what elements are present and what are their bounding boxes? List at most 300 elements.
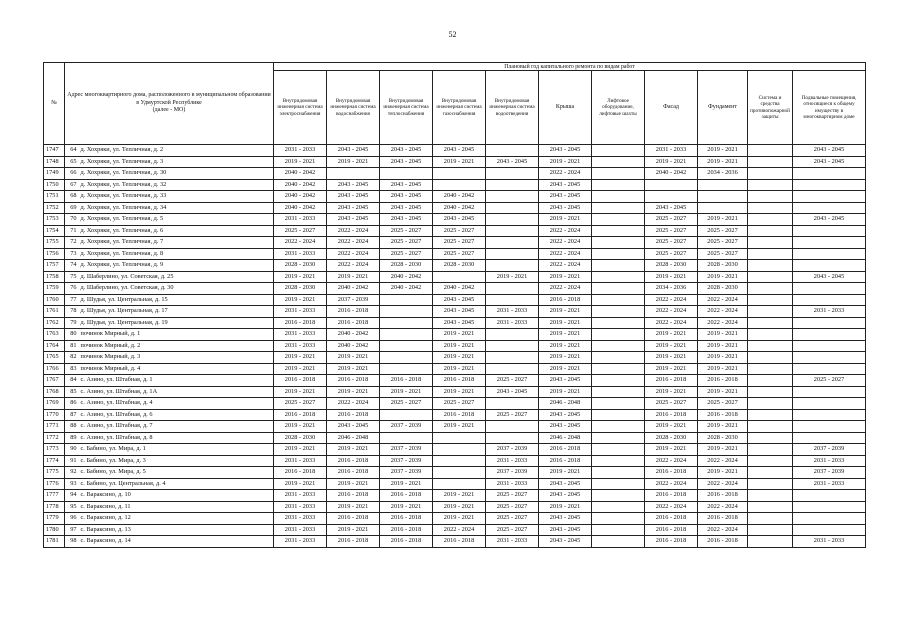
row-year-range [486,352,539,364]
row-year-range: 2016 - 2018 [327,375,380,387]
row-index: 1779 [44,513,65,525]
row-year-range: 2022 - 2024 [645,317,698,329]
row-year-range: 2016 - 2018 [539,455,592,467]
row-year-range [380,363,433,375]
row-year-range: 2025 - 2027 [274,225,327,237]
row-year-range: 2025 - 2027 [486,513,539,525]
row-year-range: 2022 - 2024 [645,306,698,318]
table-row [44,191,866,203]
row-year-range: 2019 - 2021 [380,478,433,490]
row-year-range: 2016 - 2018 [645,524,698,536]
row-index: 1754 [44,225,65,237]
row-index: 1776 [44,478,65,490]
row-year-range [380,317,433,329]
row-year-range: 2043 - 2045 [380,202,433,214]
row-year-range: 2043 - 2045 [645,202,698,214]
row-year-range: 2022 - 2024 [645,294,698,306]
table-row [44,202,866,214]
row-local-number: 76 [65,283,79,295]
header-address-note: (далее - МО) [152,107,186,114]
row-year-range: 2043 - 2045 [327,179,380,191]
row-local-number: 65 [65,156,79,168]
row-year-range: 2028 - 2030 [698,260,748,272]
table-row [44,363,866,375]
row-year-range [592,329,645,341]
row-local-number: 89 [65,432,79,444]
row-year-range: 2025 - 2027 [698,398,748,410]
row-year-range: 2019 - 2021 [645,386,698,398]
row-year-range [486,421,539,433]
row-year-range: 2016 - 2018 [433,536,486,548]
row-local-number: 82 [65,352,79,364]
row-year-range: 2037 - 2039 [486,444,539,456]
row-year-range [592,225,645,237]
row-address: д. Хохряки, ул. Тепличная, д. 3 [79,156,274,168]
row-year-range: 2019 - 2021 [274,156,327,168]
row-year-range: 2019 - 2021 [327,444,380,456]
row-year-range: 2019 - 2021 [698,444,748,456]
row-year-range: 2037 - 2039 [793,467,866,479]
row-year-range [433,444,486,456]
row-index: 1766 [44,363,65,375]
row-year-range: 2037 - 2039 [380,421,433,433]
row-year-range: 2025 - 2027 [486,409,539,421]
row-year-range: 2016 - 2018 [274,409,327,421]
row-year-range [433,432,486,444]
row-year-range: 2028 - 2030 [380,260,433,272]
row-year-range [748,444,793,456]
row-year-range [698,191,748,203]
header-fire-protection: Система и средства противопожарной защиты [748,71,793,145]
row-year-range: 2040 - 2042 [274,179,327,191]
row-year-range: 2025 - 2027 [645,214,698,226]
row-year-range: 2031 - 2033 [274,524,327,536]
table-row [44,214,866,226]
row-address: д. Хохряки, ул. Тепличная, д. 5 [79,214,274,226]
row-index: 1778 [44,501,65,513]
row-local-number: 73 [65,248,79,260]
row-index: 1775 [44,467,65,479]
header-drainage: Внутридомовая инженерная система водоотведения [486,71,539,145]
row-year-range: 2043 - 2045 [486,156,539,168]
row-local-number: 72 [65,237,79,249]
row-address: д. Шудья, ул. Центральная, д. 15 [79,294,274,306]
row-local-number: 87 [65,409,79,421]
row-year-range [592,444,645,456]
row-index: 1765 [44,352,65,364]
row-year-range: 2034 - 2036 [698,168,748,180]
row-year-range: 2022 - 2024 [698,478,748,490]
row-year-range: 2019 - 2021 [539,306,592,318]
row-year-range: 2019 - 2021 [698,340,748,352]
row-year-range [698,202,748,214]
row-year-range [793,237,866,249]
row-year-range: 2022 - 2024 [645,455,698,467]
row-year-range [486,225,539,237]
row-address: починок Мирный, д. 4 [79,363,274,375]
row-year-range [486,432,539,444]
row-year-range: 2031 - 2033 [793,455,866,467]
row-year-range: 2016 - 2018 [433,409,486,421]
row-year-range: 2031 - 2033 [274,329,327,341]
row-year-range: 2016 - 2018 [327,409,380,421]
table-row [44,156,866,168]
row-year-range [380,168,433,180]
row-year-range [748,467,793,479]
row-year-range [645,179,698,191]
row-local-number: 75 [65,271,79,283]
row-year-range: 2019 - 2021 [539,156,592,168]
table-row [44,524,866,536]
row-year-range [592,145,645,157]
row-year-range [793,329,866,341]
row-year-range [592,478,645,490]
row-year-range: 2031 - 2033 [486,478,539,490]
row-year-range: 2031 - 2033 [274,501,327,513]
row-index: 1777 [44,490,65,502]
row-local-number: 77 [65,294,79,306]
row-year-range [793,168,866,180]
row-local-number: 97 [65,524,79,536]
row-address: д. Хохряки, ул. Тепличная, д. 8 [79,248,274,260]
row-year-range [793,248,866,260]
row-year-range: 2019 - 2021 [380,386,433,398]
header-elevator: Лифтовое оборудование, лифтовые шахты [592,71,645,145]
row-year-range: 2031 - 2033 [793,306,866,318]
row-year-range: 2022 - 2024 [645,478,698,490]
row-year-range: 2019 - 2021 [698,352,748,364]
row-year-range: 2037 - 2039 [380,467,433,479]
row-index: 1760 [44,294,65,306]
row-year-range: 2022 - 2024 [539,283,592,295]
row-year-range: 2019 - 2021 [274,421,327,433]
row-address: д. Хохряки, ул. Тепличная, д. 32 [79,179,274,191]
row-year-range: 2043 - 2045 [539,179,592,191]
row-index: 1773 [44,444,65,456]
row-year-range: 2022 - 2024 [698,501,748,513]
row-year-range [486,214,539,226]
row-year-range: 2025 - 2027 [433,398,486,410]
row-year-range: 2043 - 2045 [539,375,592,387]
header-heat-supply: Внутридомовая инженерная система теплоснабжения [380,71,433,145]
table-row [44,421,866,433]
table-row [44,237,866,249]
row-year-range: 2019 - 2021 [698,214,748,226]
row-year-range: 2040 - 2042 [380,283,433,295]
row-year-range: 2016 - 2018 [327,467,380,479]
row-year-range: 2025 - 2027 [380,237,433,249]
row-year-range: 2043 - 2045 [327,145,380,157]
row-index: 1781 [44,536,65,548]
row-year-range: 2019 - 2021 [433,329,486,341]
row-year-range: 2031 - 2033 [274,490,327,502]
row-year-range [793,398,866,410]
row-year-range [748,306,793,318]
row-year-range: 2028 - 2030 [645,432,698,444]
row-year-range: 2043 - 2045 [793,156,866,168]
header-address [65,63,274,145]
row-year-range [748,432,793,444]
row-year-range: 2019 - 2021 [274,386,327,398]
row-year-range: 2025 - 2027 [698,248,748,260]
row-address: с. Азино, ул. Штабная, д. 1 [79,375,274,387]
row-year-range: 2043 - 2045 [539,524,592,536]
row-year-range: 2019 - 2021 [433,363,486,375]
row-local-number: 79 [65,317,79,329]
row-year-range: 2022 - 2024 [539,237,592,249]
table-row [44,490,866,502]
row-address: с. Азино, ул. Штабная, д. 7 [79,421,274,433]
row-year-range [793,421,866,433]
row-year-range [793,352,866,364]
row-local-number: 69 [65,202,79,214]
capital-repair-table [43,62,866,548]
row-address: д. Шаберлино, ул. Советская, д. 25 [79,271,274,283]
row-year-range [592,156,645,168]
row-year-range [793,179,866,191]
row-year-range: 2019 - 2021 [645,352,698,364]
row-local-number: 80 [65,329,79,341]
row-year-range: 2043 - 2045 [433,214,486,226]
row-year-range [380,340,433,352]
row-year-range: 2040 - 2042 [274,168,327,180]
row-year-range: 2025 - 2027 [793,375,866,387]
row-year-range: 2016 - 2018 [433,375,486,387]
row-year-range: 2019 - 2021 [486,271,539,283]
row-year-range [748,375,793,387]
row-address: с. Вараксино, д. 13 [79,524,274,536]
row-year-range: 2025 - 2027 [433,237,486,249]
row-year-range: 2019 - 2021 [698,329,748,341]
row-year-range: 2025 - 2027 [645,225,698,237]
row-year-range: 2019 - 2021 [433,501,486,513]
row-year-range [592,363,645,375]
header-address-label: Адрес многоквартирного дома, расположенного в муниципальном образовании в Удмуртской Республике [67,92,271,106]
row-year-range: 2031 - 2033 [645,145,698,157]
row-year-range: 2040 - 2042 [327,329,380,341]
row-year-range [793,294,866,306]
row-address: с. Вараксино, д. 10 [79,490,274,502]
row-year-range [748,329,793,341]
row-year-range: 2025 - 2027 [645,237,698,249]
row-year-range: 2019 - 2021 [327,156,380,168]
row-year-range [433,467,486,479]
row-year-range: 2016 - 2018 [327,306,380,318]
row-year-range: 2019 - 2021 [539,271,592,283]
row-year-range: 2016 - 2018 [274,317,327,329]
row-year-range: 2043 - 2045 [539,536,592,548]
row-year-range: 2016 - 2018 [645,467,698,479]
row-year-range: 2019 - 2021 [645,363,698,375]
row-local-number: 90 [65,444,79,456]
row-year-range: 2016 - 2018 [645,409,698,421]
row-year-range: 2019 - 2021 [274,363,327,375]
row-year-range [486,179,539,191]
row-year-range: 2025 - 2027 [698,237,748,249]
row-year-range [433,455,486,467]
row-year-range: 2019 - 2021 [698,386,748,398]
row-local-number: 70 [65,214,79,226]
row-year-range: 2028 - 2030 [698,283,748,295]
row-year-range: 2022 - 2024 [539,225,592,237]
row-local-number: 74 [65,260,79,272]
row-year-range: 2016 - 2018 [698,513,748,525]
row-year-range [486,398,539,410]
table-row [44,294,866,306]
row-year-range: 2043 - 2045 [433,145,486,157]
row-year-range: 2019 - 2021 [539,501,592,513]
row-year-range [793,225,866,237]
row-year-range [592,352,645,364]
row-local-number: 71 [65,225,79,237]
row-year-range [592,260,645,272]
header-roof: Крыша [539,71,592,145]
table-row [44,386,866,398]
row-year-range: 2028 - 2030 [274,432,327,444]
row-year-range: 2043 - 2045 [539,202,592,214]
row-year-range [748,398,793,410]
row-year-range [748,340,793,352]
row-year-range: 2022 - 2024 [327,248,380,260]
row-year-range: 2043 - 2045 [793,214,866,226]
row-year-range [793,260,866,272]
row-local-number: 95 [65,501,79,513]
row-local-number: 96 [65,513,79,525]
row-year-range [592,168,645,180]
row-year-range: 2016 - 2018 [380,513,433,525]
row-year-range: 2016 - 2018 [274,375,327,387]
row-index: 1756 [44,248,65,260]
header-foundation: Фундамент [698,71,748,145]
row-year-range [592,271,645,283]
row-year-range: 2022 - 2024 [539,248,592,260]
row-year-range: 2040 - 2042 [274,191,327,203]
row-year-range [592,248,645,260]
row-index: 1755 [44,237,65,249]
row-year-range: 2043 - 2045 [380,214,433,226]
row-year-range: 2016 - 2018 [645,490,698,502]
row-year-range [486,145,539,157]
row-year-range [592,294,645,306]
row-address: д. Хохряки, ул. Тепличная, д. 33 [79,191,274,203]
row-address: д. Шудья, ул. Центральная, д. 19 [79,317,274,329]
row-year-range: 2019 - 2021 [539,352,592,364]
row-year-range: 2019 - 2021 [380,501,433,513]
row-year-range [748,421,793,433]
row-year-range [592,513,645,525]
row-year-range [748,283,793,295]
row-index: 1767 [44,375,65,387]
header-index: № [44,63,65,145]
table-row [44,248,866,260]
row-address: с. Бабино, ул. Мира, д. 5 [79,467,274,479]
row-year-range: 2025 - 2027 [486,524,539,536]
row-year-range: 2016 - 2018 [698,490,748,502]
row-year-range [793,340,866,352]
row-year-range: 2019 - 2021 [327,524,380,536]
row-year-range: 2025 - 2027 [645,248,698,260]
row-year-range: 2043 - 2045 [327,191,380,203]
row-local-number: 92 [65,467,79,479]
row-year-range [748,260,793,272]
row-year-range: 2025 - 2027 [486,501,539,513]
row-year-range: 2037 - 2039 [793,444,866,456]
row-year-range [327,168,380,180]
row-year-range [592,524,645,536]
row-year-range: 2025 - 2027 [433,248,486,260]
row-address: с. Азино, ул. Штабная, д. 4 [79,398,274,410]
table-body [44,145,866,548]
row-year-range [793,283,866,295]
row-year-range [748,271,793,283]
row-year-range: 2019 - 2021 [698,156,748,168]
row-year-range: 2019 - 2021 [433,386,486,398]
row-year-range [748,536,793,548]
row-year-range: 2031 - 2033 [486,455,539,467]
table-row [44,283,866,295]
row-year-range [486,260,539,272]
row-year-range: 2016 - 2018 [380,524,433,536]
row-year-range: 2040 - 2042 [433,202,486,214]
table-row [44,398,866,410]
table-row [44,455,866,467]
row-year-range [748,524,793,536]
row-year-range [380,294,433,306]
row-year-range [793,490,866,502]
row-year-range: 2022 - 2024 [327,237,380,249]
row-year-range [592,398,645,410]
row-year-range: 2040 - 2042 [274,202,327,214]
row-index: 1763 [44,329,65,341]
row-index: 1768 [44,386,65,398]
row-index: 1751 [44,191,65,203]
row-year-range: 2031 - 2033 [274,306,327,318]
row-year-range: 2016 - 2018 [539,294,592,306]
page-number: 52 [448,30,457,39]
row-year-range: 2016 - 2018 [380,536,433,548]
row-year-range: 2022 - 2024 [698,306,748,318]
row-year-range: 2031 - 2033 [486,536,539,548]
row-year-range: 2031 - 2033 [793,536,866,548]
row-address: с. Азино, ул. Штабная, д. 6 [79,409,274,421]
row-year-range: 2031 - 2033 [274,536,327,548]
table-row [44,179,866,191]
row-year-range: 2043 - 2045 [539,409,592,421]
row-year-range [380,432,433,444]
row-index: 1770 [44,409,65,421]
row-year-range: 2046 - 2048 [539,432,592,444]
row-year-range: 2016 - 2018 [645,513,698,525]
table-row [44,317,866,329]
row-local-number: 66 [65,168,79,180]
row-year-range: 2031 - 2033 [274,214,327,226]
row-year-range: 2040 - 2042 [433,191,486,203]
table-row [44,375,866,387]
row-year-range [793,202,866,214]
row-year-range [748,179,793,191]
row-year-range: 2019 - 2021 [327,363,380,375]
row-year-range [486,340,539,352]
row-local-number: 85 [65,386,79,398]
row-year-range: 2025 - 2027 [380,398,433,410]
row-year-range: 2019 - 2021 [433,513,486,525]
row-year-range: 2043 - 2045 [380,191,433,203]
row-local-number: 94 [65,490,79,502]
row-address: д. Шаберлино, ул. Советская, д. 30 [79,283,274,295]
row-year-range: 2022 - 2024 [327,398,380,410]
row-year-range [748,214,793,226]
row-index: 1771 [44,421,65,433]
